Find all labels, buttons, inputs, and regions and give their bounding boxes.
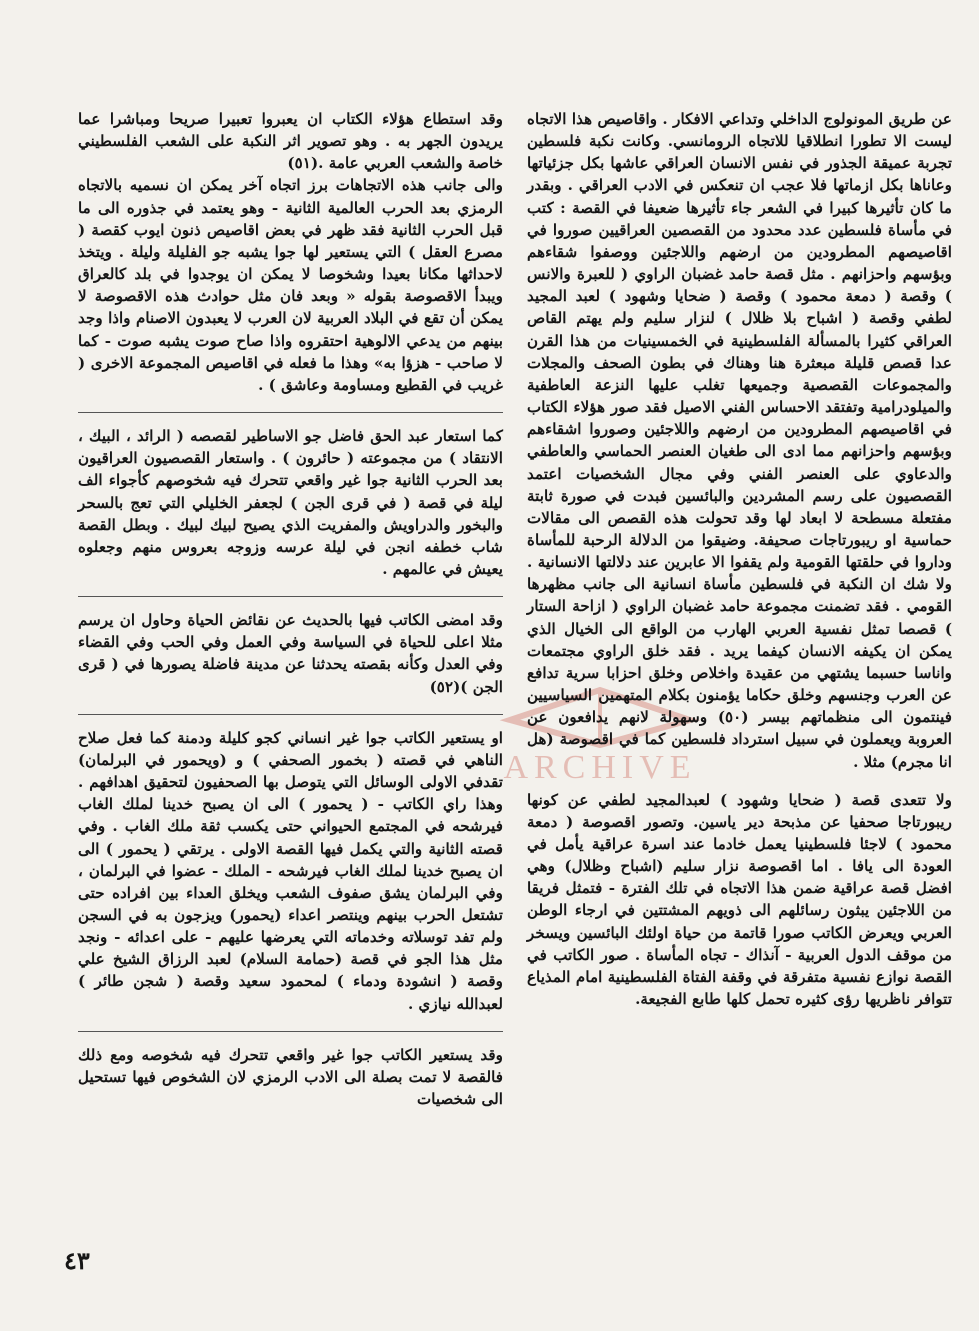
article-paragraph: وقد استطاع هؤلاء الكتاب ان يعبروا تعبيرا صريحا ومباشرا عما يريدون الجهر به . وهو تصوير اثر النكبة على الشعب الفلسطيني خاصة والشعب العربي عامة .(٥١) [78,110,503,173]
left-column [78,108,503,1110]
article-paragraph: او يستعير الكاتب جوا غير انساني كجو كليلة ودمنة كما فعل صلاح الناهي في قصته ( بخمور الصحفي ) و (ويحمور في البرلمان) تقدفي الاولى الوسائل التي يتوصل بها الصحفيون لتحقيق اهدافهم . وهذا راي الكاتب - ( يحمور ) الى ان يصبح خدينا لملك الغاب فيرشحه في المجتمع الحيواني حتى يكسب ثقة ملك الغاب . وفي قصته الثانية والتي يكمل فيها القصة الاولى . يرتقي ( يحمور ) الى ان يصبح خدينا لملك الغاب فيرشحه - الملك - عضوا في البرلمان ، وفي البرلمان يشق صفوف الشعب ويخلق العداء بين افراده حتى تشتعل الحرب بينهم وينتصر اعداء (يحمور) ويزجون به في السجن ولم تفد توسلاته وخدماته التي يعرضها عليهم - على اعدائه - ونجد مثل هذا الجو في قصة (حمامة السلام) لعبد الرزاق الشيخ علي وقصة ( انشودة ودماء ) لمحمود سعيد وقصة ( شجن طائر ) لعبدالله نيازي . [78,728,503,1013]
article-paragraph: عن طريق المونولوج الداخلي وتداعي الافكار . واقاصيص هذا الاتجاه ليست الا تطورا انطلاقيا للاتجاه الرومانسي. وكانت نكبة فلسطين تجربة عميقة الجذور في نفس الانسان العراقي عاشها بكل جزئياتها وعاناها بكل ازماتها فلا عجب ان تنعكس في الادب العراقي . وبقدر ما كان تأثيرها كبيرا في الشعر جاء تأثيرها ضعيفا في القصة : كتب في مأساة فلسطين عدد محدود من القصصين العراقيين صوروا في اقاصيصهم المطرودين من ارضهم واللاجئين ووصفوا شقاءهم وبؤسهم واحزانهم . مثل قصة حامد غضبان الراوي ( للعبرة والانس ) وقصة ( دمعة محمود ) وقصة ( ضحايا وشهود ) لعبد المجيد لطفي وقصة ( اشباح بلا ظلال ) لنزار سليم ولم يهتم القاص العراقي كثيرا بالمسألة الفلسطينية في الخمسينيات من هذا القرن عدا قصص قليلة مبعثرة هنا وهناك في بطون الصحف والمجلات والمجموعات القصصية وجميعها تغلب عليها النزعة العاطفية والميلودرامية وتفتقد الاحساس الفني الاصيل فقد صور هؤلاء الكتاب في اقاصيصهم المطرودين من ارضهم واللاجئين وصوروا اشقاءهم وبؤسهم واحزانهم مما ادى الى طغيان العنصر الحماسي والعاطفي والدعاوي على العنصر الفني وفي مجال الشخصيات اعتمد القصصيون على رسم المشردين والبائسين فبدت في صورة ثابتة مفتعلة مسطحة لا ابعاد لها وقد تحولت هذه القصص الى مقالات حماسية او ريبورتاجات صحيفة. وضيقوا من الدلالة الرحبة للمأساة وداروا في حلقتها القومية ولم يقفوا الا عابرين عند دلالتها الانسانية . ولا شك ان النكبة في فلسطين مأساة انسانية الى جانب مظهرها القومي . فقد تضمنت مجموعة حامد غضبان الراوي ( ازاحة الستار ) قصصا تمثل نفسية العربي الهارب من الواقع الى الخيال الذي يمكن ان يكيفه الانسان كيفما يريد . فقد خلق الراوي مجتمعات واناسا حسبما يشتهي من عقيدة واخلاص وخلق احزابا سرية تدافع عن العرب وجنسهم وخلق حكاما يؤمنون بكلام المتهمين السياسيين فينتمون الى منظماتهم بيسر (٥٠) وسهولة لانهم يدافعون عن العروبة ويعملون في سبيل استرداد فلسطين كما في اقصوصة (هل انا مجرم) مثلا . [527,110,952,771]
svg-text:ARCHIVE: ARCHIVE [503,749,697,786]
article-paragraph: وقد امضى الكاتب فيها بالحديث عن نقائض الحياة وحاول ان يرسم مثلا اعلى للحياة في السياسة وفي العمل وفي الحب وفي القضاء وفي العدل وكأنه بقصته يحدثنا عن مدينة فاضلة يصورها في ( قرى الجن )(٥٢) [78,611,503,696]
section-divider [78,714,503,715]
article-paragraph: وقد يستعير الكاتب جوا غير واقعي تتحرك فيه شخوصه ومع ذلك فالقصة لا تمت بصلة الى الادب الرمزي لان الشخوص فيها تستحيل الى شخصيات [78,1045,503,1109]
section-divider [78,1031,503,1032]
section-divider [78,596,503,597]
section-divider [78,412,503,413]
page-number: ٤٣ [64,1246,90,1275]
right-column [527,108,952,1010]
article-paragraph: ولا تتعدى قصة ( ضحايا وشهود ) لعبدالمجيد لطفي عن كونها ريبورتاجا صحفيا عن مذبحة دير ياسين. وتصور اقصوصة ( دمعة محمود ) لاجئا فلسطينيا يعمل خادما عند اسرة عراقية يأمل في العودة الى يافا . اما اقصوصة نزار سليم (اشباح وظلال) وهي افضل قصة عراقية ضمن هذا الاتجاه في تلك الفترة - فتمثل فريقا من اللاجئين يبثون رسائلهم الى ذويهم المشتتين في ارجاء الوطن العربي ويعرض الكاتب صورا قاتمة من حياة اولئك البائسين ويسخر من موقف الدول العربية - آنذاك - تجاه المأساة . صور الكاتب في القصة نوازع نفسية متفرقة في وقفة الفتاة الفلسطينية امام المذياع تتوافر ناظريها رؤى كثيره تحمل كلها طابع الفجيعة. [527,790,952,1009]
article-paragraph: كما استعار عبد الحق فاضل جو الاساطير لقصصه ( الرائد ، البيك ، الانتقاد ) من مجموعته ( حائرون ) . واستعار القصصيون العراقيون بعد الحرب الثانية جوا غير واقعي تتحرك فيه شخوصهم كأجواء الف ليلة في قصة ( في قرى الجن ) لجعفر الخليلي التي تعج بالسحر والبخور والدراويش والمفريت الذي يصيح لبيك لبيك . وبطل القصة شاب خطفه انجن في ليلة عرسه وزوجه بعروس منهم وجعلوه يعيش في عالمهم . [78,427,503,578]
article-paragraph: والى جانب هذه الاتجاهات برز اتجاه آخر يمكن ان نسميه بالاتجاه الرمزي بعد الحرب العالمية الثانية - وهو يعتمد في جذوره الى ما قبل الحرب الثانية فقد ظهر في بعض اقاصيص ذنون ايوب كقصة ( مصرع العقل ) التي يستعير لها جوا يشبه جو الفليلة وليلة . ويتخذ لاحداثها مكانا بعيدا وشخوصا لا يمكن ان يوجدوا في بلد كالعراق ويبدأ الاقصوصة بقوله « وبعد فان مثل حوادث هذه الاقصوصة لا يمكن أن تقع في البلاد العربية لان العرب لا يعبدون الاصنام واذا وجد بينهم من يدعي الالوهية احتقروه واذا صاح صوت يشبه صوت - كما لا صاحب - هزؤا به» وهذا ما فعله في اقاصيص المجموعة الاخرى ( غريب في القطيع ومساومة وعاشق ) . [78,176,503,394]
